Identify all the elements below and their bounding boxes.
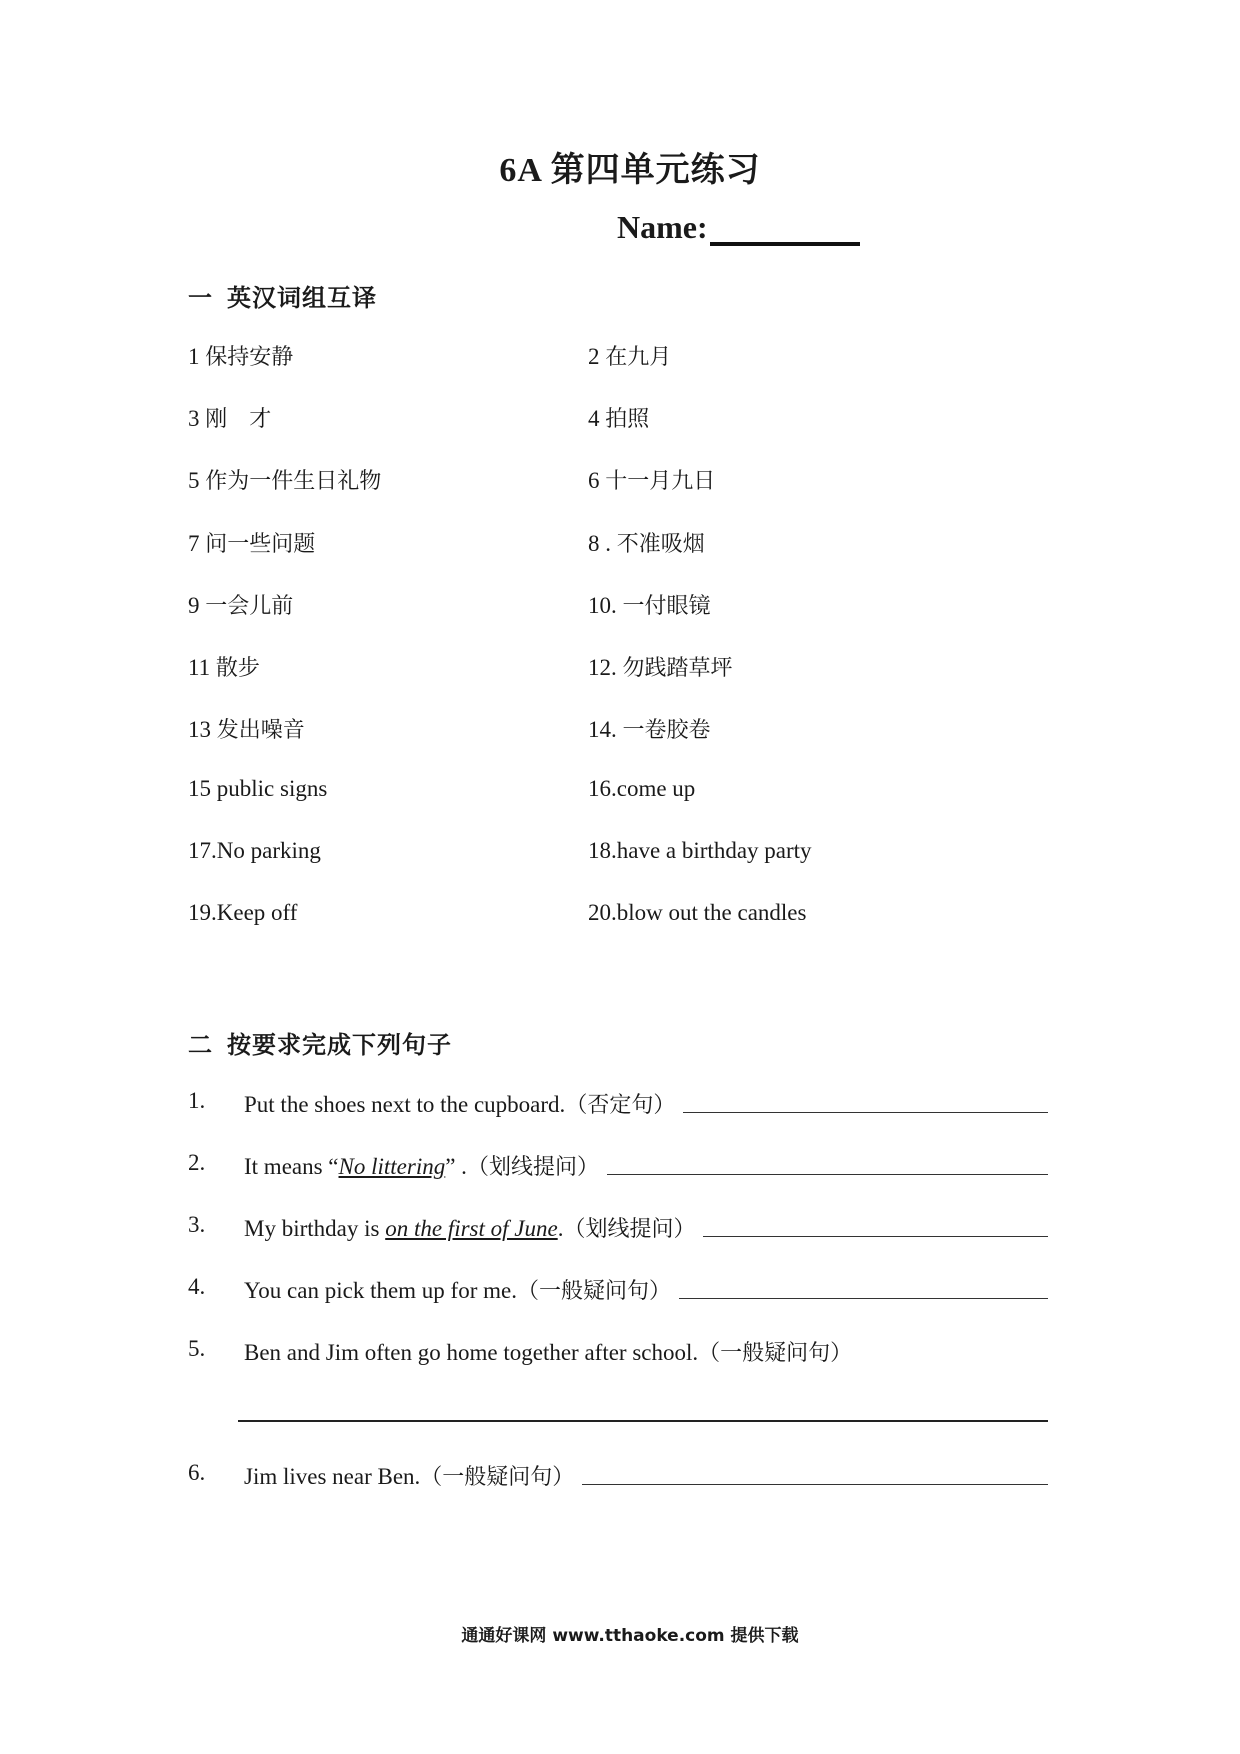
phrase-text: 十一月九日 [605,469,716,494]
phrase-item [188,402,271,433]
question-requirement: （否定句） [565,1093,676,1118]
phrase-text: come up [616,776,696,801]
question-number: 5. [188,1336,206,1361]
phrase-number: 18. [588,838,617,863]
phrase-text: 散步 [215,656,260,681]
phrase-number: 1 [188,344,200,369]
phrase-item [588,464,715,495]
question-text [244,1150,599,1181]
phrase-text: 发出噪音 [216,718,305,743]
question-requirement: （一般疑问句） [420,1465,575,1490]
phrase-number: 10. [588,593,617,618]
phrase-item [588,340,671,371]
phrase-text: have a birthday party [616,838,812,863]
phrase-item [188,527,315,558]
phrase-number: 20. [588,900,617,925]
question-number: 1. [188,1088,206,1113]
phrase-text: No parking [216,838,321,863]
phrase-text: 问一些问题 [205,532,316,557]
question-number: 3. [188,1212,206,1237]
answer-blank[interactable] [703,1236,1048,1237]
phrase-text: 作为一件生日礼物 [205,469,382,494]
name-blank[interactable] [710,208,860,246]
question-sentence-end: ” . [445,1154,467,1179]
footer-text: 通通好课网 www.tthaoke.com 提供下载 [461,1626,799,1646]
phrase-item [588,776,695,802]
phrase-item [188,838,321,864]
phrase-number: 13 [188,717,211,742]
phrase-text: 一付眼镜 [622,594,711,619]
section1-heading [188,278,377,313]
question-number: 6. [188,1460,206,1485]
question-sentence: My birthday is [244,1216,386,1241]
question-sentence: Put the shoes next to the cupboard. [244,1092,566,1117]
phrase-number: 16. [588,776,617,801]
question-text [244,1460,574,1491]
phrase-text: public signs [216,776,328,801]
question-number: 2. [188,1150,206,1175]
phrase-text: 保持安静 [205,345,294,370]
phrase-item [188,589,293,620]
section2-number: 二 [188,1031,213,1059]
phrase-number: 6 [588,468,600,493]
phrase-text: blow out the candles [616,900,807,925]
phrase-item [188,713,305,744]
phrase-number: 15 [188,776,211,801]
question-sentence-end: . [557,1216,564,1241]
section1-title: 英汉词组互译 [227,284,377,312]
answer-blank[interactable] [683,1112,1048,1113]
question-requirement: （一般疑问句） [698,1341,853,1366]
phrase-text: 在九月 [605,345,672,370]
phrase-text: 刚 才 [205,407,272,432]
phrase-item [588,589,711,620]
phrase-number: 5 [188,468,200,493]
phrase-text: 不准吸烟 [616,532,705,557]
phrase-number: 4 [588,406,600,431]
question-number: 4. [188,1274,206,1299]
question-text [244,1336,852,1367]
phrase-item [188,776,327,802]
answer-blank[interactable] [607,1174,1048,1175]
phrase-item [188,651,260,682]
phrase-item [588,402,649,433]
phrase-item [188,900,297,926]
phrase-number: 7 [188,531,200,556]
answer-blank[interactable] [582,1484,1048,1485]
phrase-text: Keep off [216,900,298,925]
answer-blank[interactable] [679,1298,1048,1299]
phrase-number: 19. [188,900,217,925]
question-sentence: Ben and Jim often go home together after school. [244,1340,699,1365]
question-text [244,1088,675,1119]
phrase-text: 勿践踏草坪 [622,656,733,681]
underlined-phrase: No littering [338,1154,446,1179]
worksheet-title: 6A 第四单元练习 [499,152,761,189]
underlined-phrase: on the first of June [385,1216,558,1241]
phrase-item [588,651,733,682]
question-requirement: （划线提问） [563,1217,696,1242]
phrase-item [588,527,705,558]
phrase-item [588,838,812,864]
name-label: Name: [617,209,708,245]
question-sentence: It means “ [244,1154,339,1179]
answer-blank[interactable] [238,1420,1048,1422]
phrase-text: 拍照 [605,407,650,432]
phrase-number: 3 [188,406,200,431]
phrase-text: 一会儿前 [205,594,294,619]
section2-title: 按要求完成下列句子 [227,1031,452,1059]
phrase-number: 12. [588,655,617,680]
phrase-item [188,464,381,495]
phrase-number: 9 [188,593,200,618]
phrase-number: 2 [588,344,600,369]
name-field [617,208,860,246]
question-sentence: Jim lives near Ben. [244,1464,421,1489]
section2-heading [188,1025,452,1060]
phrase-number: 17. [188,838,217,863]
phrase-number: 8 . [588,531,611,556]
phrase-text: 一卷胶卷 [622,718,711,743]
question-text [244,1212,695,1243]
question-sentence: You can pick them up for me. [244,1278,517,1303]
section1-number: 一 [188,284,213,312]
phrase-item [588,900,806,926]
question-text [244,1274,671,1305]
question-requirement: （划线提问） [466,1155,599,1180]
phrase-item [188,340,293,371]
question-requirement: （一般疑问句） [516,1279,671,1304]
phrase-number: 14. [588,717,617,742]
phrase-number: 11 [188,655,211,680]
phrase-item [588,713,711,744]
